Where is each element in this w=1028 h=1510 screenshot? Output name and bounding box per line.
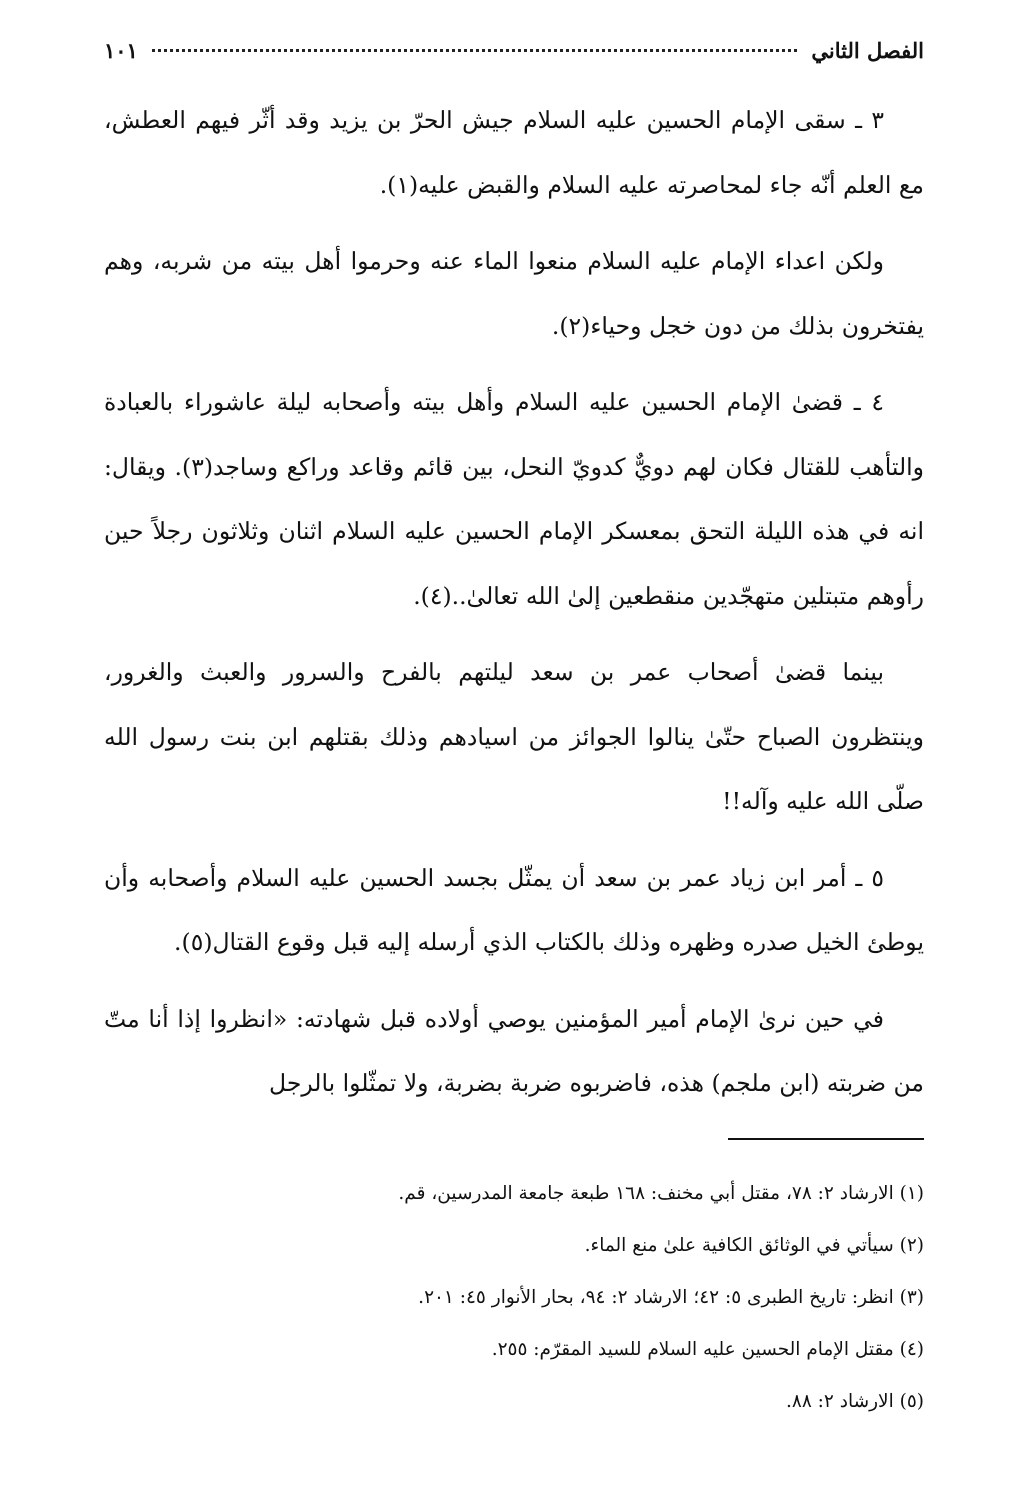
main-text <box>104 88 924 1128</box>
page-number: ١٠١ <box>104 38 138 63</box>
chapter-title: الفصل الثاني <box>811 38 924 63</box>
footnote: (٣) انظر: تاريخ الطبرى ٥: ٤٢؛ الارشاد ٢: ٩٤، بحار الأنوار ٤٥: ٢٠١. <box>418 1287 924 1308</box>
paragraph: ٤ ـ قضىٰ الإمام الحسين عليه السلام وأهل بيته وأصحابه ليلة عاشوراء بالعبادة والتأهب للقتال فكان لهم دويٌّ كدويّ النحل، بين قائم وقاعد وراكع وساجد(٣). ويقال: انه في هذه الليلة التحق بمعسكر الإمام الحسين عليه السلام اثنان وثلاثون رجلاً حين رأوهم متبتلين متهجّدين منقطعين إلىٰ الله تعالىٰ..(٤). <box>104 388 924 610</box>
footnote: (٢) سيأتي في الوثائق الكافية علىٰ منع الماء. <box>584 1235 924 1256</box>
footnote: (١) الارشاد ٢: ٧٨، مقتل أبي مخنف: ١٦٨ طبعة جامعة المدرسين، قم. <box>398 1183 924 1204</box>
header-dot-leader <box>152 48 798 52</box>
paragraph: ولكن اعداء الإمام عليه السلام منعوا الماء عنه وحرموا أهل بيته من شربه، وهم يفتخرون بذلك من دون خجل وحياء(٢). <box>104 247 924 340</box>
footnotes <box>104 1168 924 1428</box>
paragraph: ٣ ـ سقى الإمام الحسين عليه السلام جيش الحرّ بن يزيد وقد أثّر فيهم العطش، مع العلم أنّه جاء لمحاصرته عليه السلام والقبض عليه(١). <box>104 106 924 199</box>
paragraph: في حين نرىٰ الإمام أمير المؤمنين يوصي أولاده قبل شهادته: «انظروا إذا أنا متّ من ضربته (ابن ملجم) هذه، فاضربوه ضربة بضربة، ولا تمثّلوا بالرجل <box>104 1004 924 1097</box>
footnote: (٥) الارشاد ٢: ٨٨. <box>786 1391 924 1412</box>
paragraph: بينما قضىٰ أصحاب عمر بن سعد ليلتهم بالفرح والسرور والعبث والغرور، وينتظرون الصباح حتّىٰ ينالوا الجوائز من اسيادهم وذلك بقتلهم ابن بنت رسول الله صلّى الله عليه وآله!! <box>104 658 924 815</box>
running-header <box>104 38 924 74</box>
footnote-separator <box>728 1138 924 1140</box>
paragraph: ٥ ـ أمر ابن زياد عمر بن سعد أن يمثّل بجسد الحسين عليه السلام وأصحابه وأن يوطئ الخيل صدره وظهره وذلك بالكتاب الذي أرسله إليه قبل وقوع القتال(٥). <box>104 863 924 956</box>
footnote: (٤) مقتل الإمام الحسين عليه السلام للسيد المقرّم: ٢٥٥. <box>491 1339 924 1360</box>
